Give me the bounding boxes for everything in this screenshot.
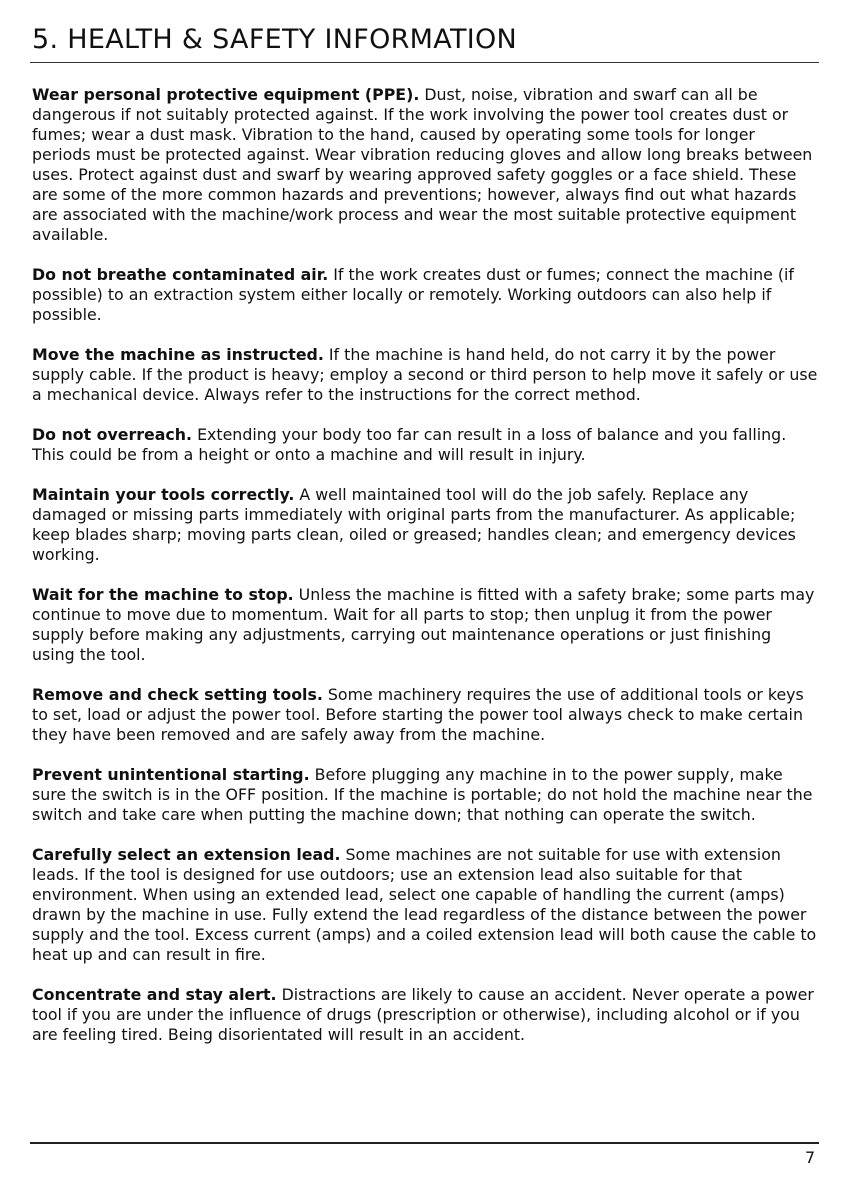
section-lead: Move the machine as instructed. xyxy=(32,345,324,364)
page-heading: 5. HEALTH & SAFETY INFORMATION xyxy=(32,24,518,55)
section-lead: Prevent unintentional starting. xyxy=(32,765,310,784)
section-text: A well maintained tool will do the job safely. Replace any damaged or missing parts immediately with original parts from the manufacturer. As applicable; keep blades sharp; moving parts clean, oiled or greased; handles clean; and emergency devices working. xyxy=(32,485,796,564)
section-ppe xyxy=(32,85,818,245)
section-lead: Do not overreach. xyxy=(32,425,193,444)
section-unintentional-start xyxy=(32,765,818,825)
section-text: If the machine is hand held, do not carry it by the power supply cable. If the product is heavy; employ a second or third person to help move it safely or use a mechanical device. Always refer to the instructions for the correct method. xyxy=(32,345,818,404)
section-overreach xyxy=(32,425,818,465)
section-maintain-tools xyxy=(32,485,818,565)
section-lead: Maintain your tools correctly. xyxy=(32,485,295,504)
section-text: Distractions are likely to cause an accident. Never operate a power tool if you are under the influence of drugs (prescription or otherwise), including alcohol or if you are feeling tired. Being disorientated will result in an accident. xyxy=(32,985,814,1044)
section-text: Unless the machine is fitted with a safety brake; some parts may continue to move due to momentum. Wait for all parts to stop; then unplug it from the power supply before making any adjustments, carrying out maintenance operations or just finishing using the tool. xyxy=(32,585,815,664)
section-stay-alert xyxy=(32,985,818,1045)
section-text: Before plugging any machine in to the power supply, make sure the switch is in the OFF position. If the machine is portable; do not hold the machine near the switch and take care when putting the machine down; that nothing can operate the switch. xyxy=(32,765,813,824)
section-lead: Wait for the machine to stop. xyxy=(32,585,294,604)
section-setting-tools xyxy=(32,685,818,745)
section-text: Some machinery requires the use of additional tools or keys to set, load or adjust the power tool. Before starting the power tool always check to make certain they have been removed and are safely away from the machine. xyxy=(32,685,804,744)
section-lead: Wear personal protective equipment (PPE). xyxy=(32,85,420,104)
section-contaminated-air xyxy=(32,265,818,325)
footer-divider xyxy=(30,1142,819,1144)
heading-divider xyxy=(30,62,819,63)
page-number: 7 xyxy=(804,1148,815,1167)
section-text: Some machines are not suitable for use with extension leads. If the tool is designed for use outdoors; use an extension lead also suitable for that environment. When using an extended lead, select one capable of handling the current (amps) drawn by the machine in use. Fully extend the lead regardless of the distance between the power supply and the tool. Excess current (amps) and a coiled extension lead will both cause the cable to heat up and can result in fire. xyxy=(32,845,817,964)
section-wait-stop xyxy=(32,585,818,665)
section-move-machine xyxy=(32,345,818,405)
section-lead: Concentrate and stay alert. xyxy=(32,985,277,1004)
section-text: Extending your body too far can result in a loss of balance and you falling. This could be from a height or onto a machine and will result in injury. xyxy=(32,425,787,464)
section-lead: Remove and check setting tools. xyxy=(32,685,323,704)
section-text: Dust, noise, vibration and swarf can all be dangerous if not suitably protected against. If the work involving the power tool creates dust or fumes; wear a dust mask. Vibration to the hand, caused by operating some tools for longer periods must be protected against. Wear vibration reducing gloves and allow long breaks between uses. Protect against dust and swarf by wearing approved safety goggles or a face shield. These are some of the more common hazards and preventions; however, always find out what hazards are associated with the machine/work process and wear the most suitable protective equipment available. xyxy=(32,85,813,244)
section-extension-lead xyxy=(32,845,818,965)
safety-content xyxy=(32,85,818,1065)
section-lead: Carefully select an extension lead. xyxy=(32,845,341,864)
section-text: If the work creates dust or fumes; connect the machine (if possible) to an extraction system either locally or remotely. Working outdoors can also help if possible. xyxy=(32,265,794,324)
section-lead: Do not breathe contaminated air. xyxy=(32,265,329,284)
